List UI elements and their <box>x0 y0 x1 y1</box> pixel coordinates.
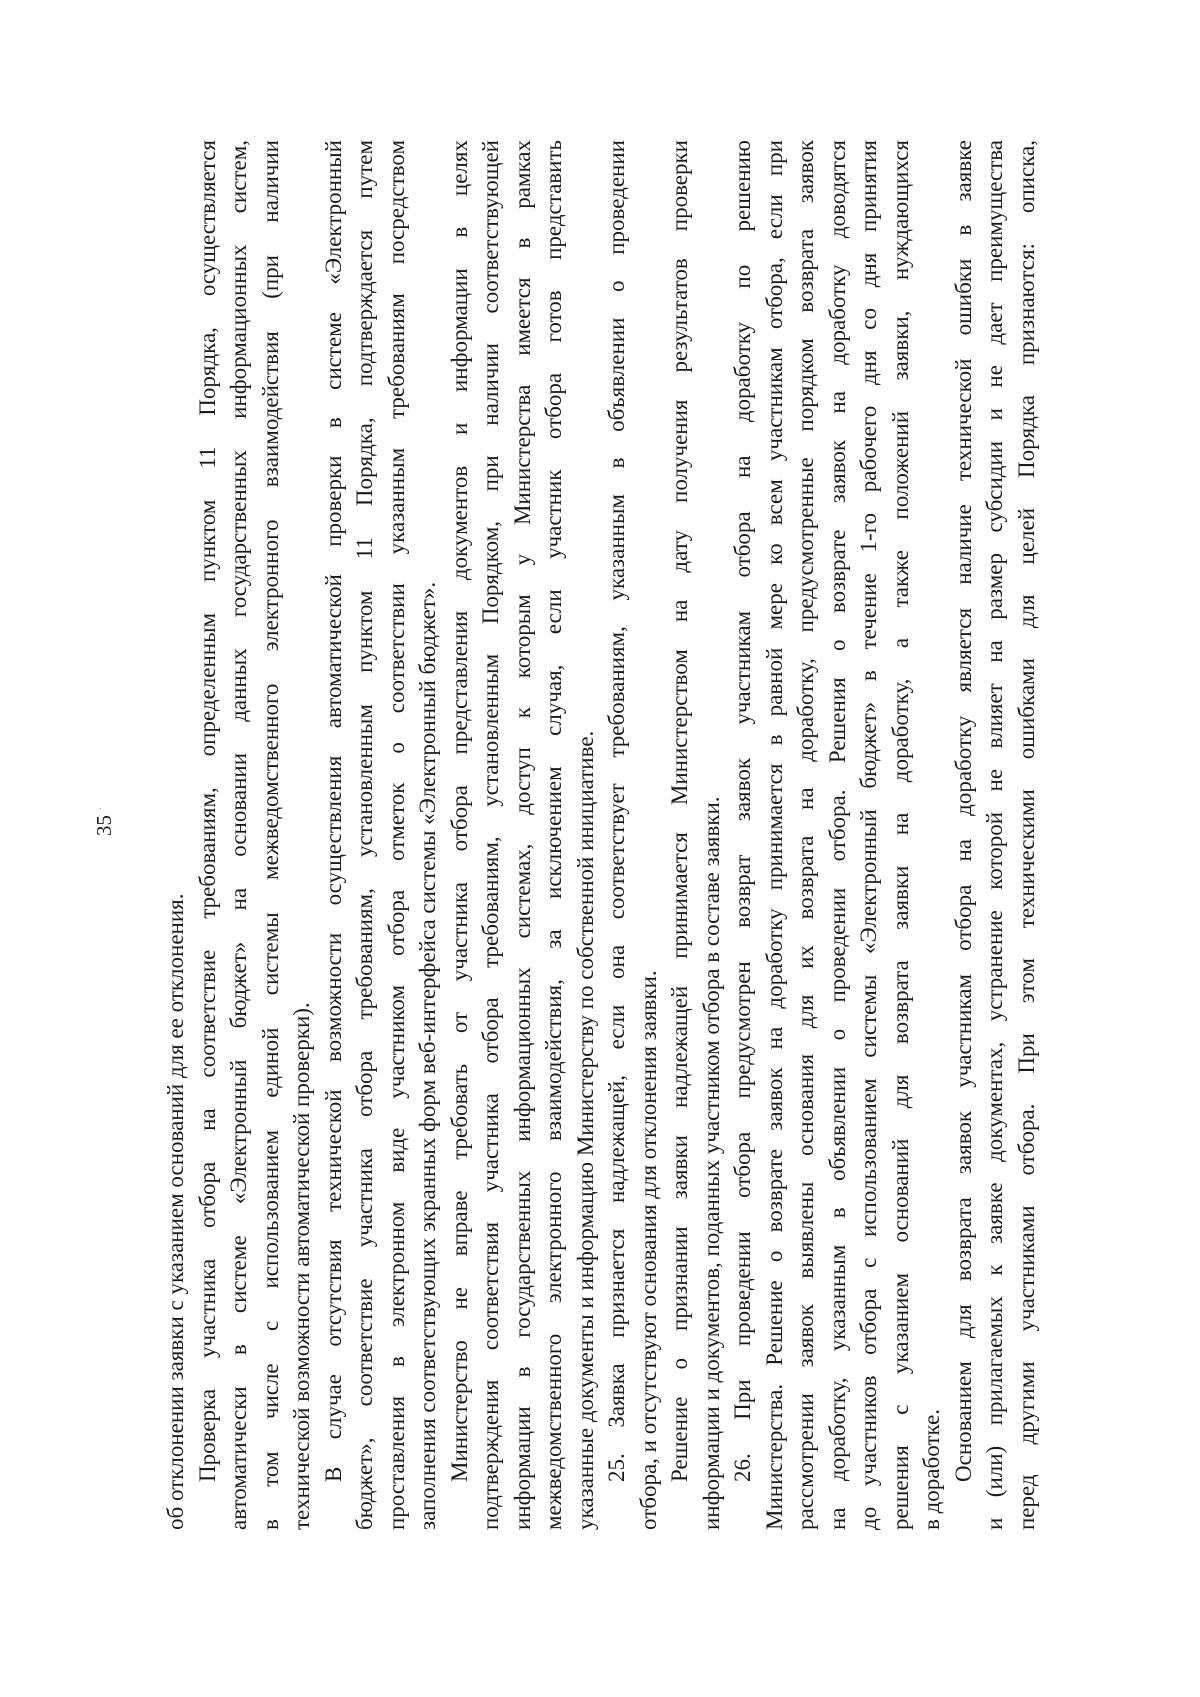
text-line: Министерство не вправе требовать от участника отбора представления документов и информации в целях <box>446 140 472 1482</box>
text-line: автоматически в системе «Электронный бюджет» на основании данных государственных информационных систем, <box>226 140 251 1530</box>
scan-speck <box>100 808 101 809</box>
text-line: отбора, и отсутствуют основания для отклонения заявки. <box>635 970 661 1530</box>
text-line: в доработке. <box>919 1408 944 1530</box>
text-line: Решение о признании заявки надлежащей принимается Министерством на дату получения результатов проверки <box>667 140 692 1482</box>
text-line: в том числе с использованием единой системы межведомственного электронного взаимодействия (при наличии <box>257 140 283 1530</box>
text-line: В случае отсутствия технической возможности осуществления автоматической проверки в системе «Электронный <box>320 140 346 1482</box>
text-line: Министерства. Решение о возврате заявок на доработку принимается в равной мере ко всем участникам отбора, если при <box>761 140 787 1530</box>
text-line: об отклонении заявки с указанием оснований для ее отклонения. <box>163 893 188 1530</box>
text-line: до участников отбора с использованием системы «Электронный бюджет» в течение 1-го рабочего дня со дня принятия <box>856 140 881 1530</box>
text-line: проставления в электронном виде участником отбора отметок о соответствии указанным требованиям посредством <box>383 140 409 1530</box>
text-line: информации и документов, поданных участником отбора в составе заявки. <box>698 796 724 1530</box>
text-line: Основанием для возврата заявок участникам отбора на доработку является наличие технической ошибки в заявке <box>950 140 976 1482</box>
text-line: решения с указанием оснований для возврата заявки на доработку, а также положений заявки, нуждающихся <box>887 140 913 1530</box>
text-line: подтверждения соответствия участника отбора требованиям, установленным Порядком, при наличии соответствующей <box>478 140 503 1530</box>
text-line: заполнения соответствующих экранных форм веб-интерфейса системы «Электронный бюджет». <box>415 581 440 1530</box>
text-line: бюджет», соответствие участника отбора требованиям, установленным пунктом 11 Порядка, подтверждается путем <box>352 140 377 1530</box>
text-line: указанные документы и информацию Министерству по собственной инициативе. <box>572 730 598 1530</box>
text-line: перед другими участниками отбора. При этом техническими ошибками для целей Порядка признаются: описка, <box>1013 140 1039 1530</box>
text-line: и (или) прилагаемых к заявке документах, устранение которой не влияет на размер субсидии и не дает преимущества <box>982 140 1007 1530</box>
text-line: технической возможности автоматической проверки). <box>289 1002 314 1530</box>
text-line: информации в государственных информационных системах, доступ к которым у Министерства имеется в рамках <box>509 140 535 1530</box>
text-line: межведомственного электронного взаимодействия, за исключением случая, если участник отбора готов представить <box>541 140 566 1530</box>
document-body <box>160 140 1060 1530</box>
text-line: на доработку, указанным в объявлении о проведении отбора. Решения о возврате заявок на доработку доводятся <box>824 140 850 1530</box>
text-line: рассмотрении заявок выявлены основания для их возврата на доработку, предусмотренные порядком возврата заявок <box>793 140 818 1530</box>
text-line: 26. При проведении отбора предусмотрен возврат заявок участникам отбора на доработку по решению <box>730 140 755 1482</box>
text-line: Проверка участника отбора на соответствие требованиям, определенным пунктом 11 Порядка, осуществляется <box>194 140 220 1482</box>
text-line: 25. Заявка признается надлежащей, если она соответствует требованиям, указанным в объявлении о проведении <box>604 140 629 1482</box>
page-number: 35 <box>92 815 116 836</box>
